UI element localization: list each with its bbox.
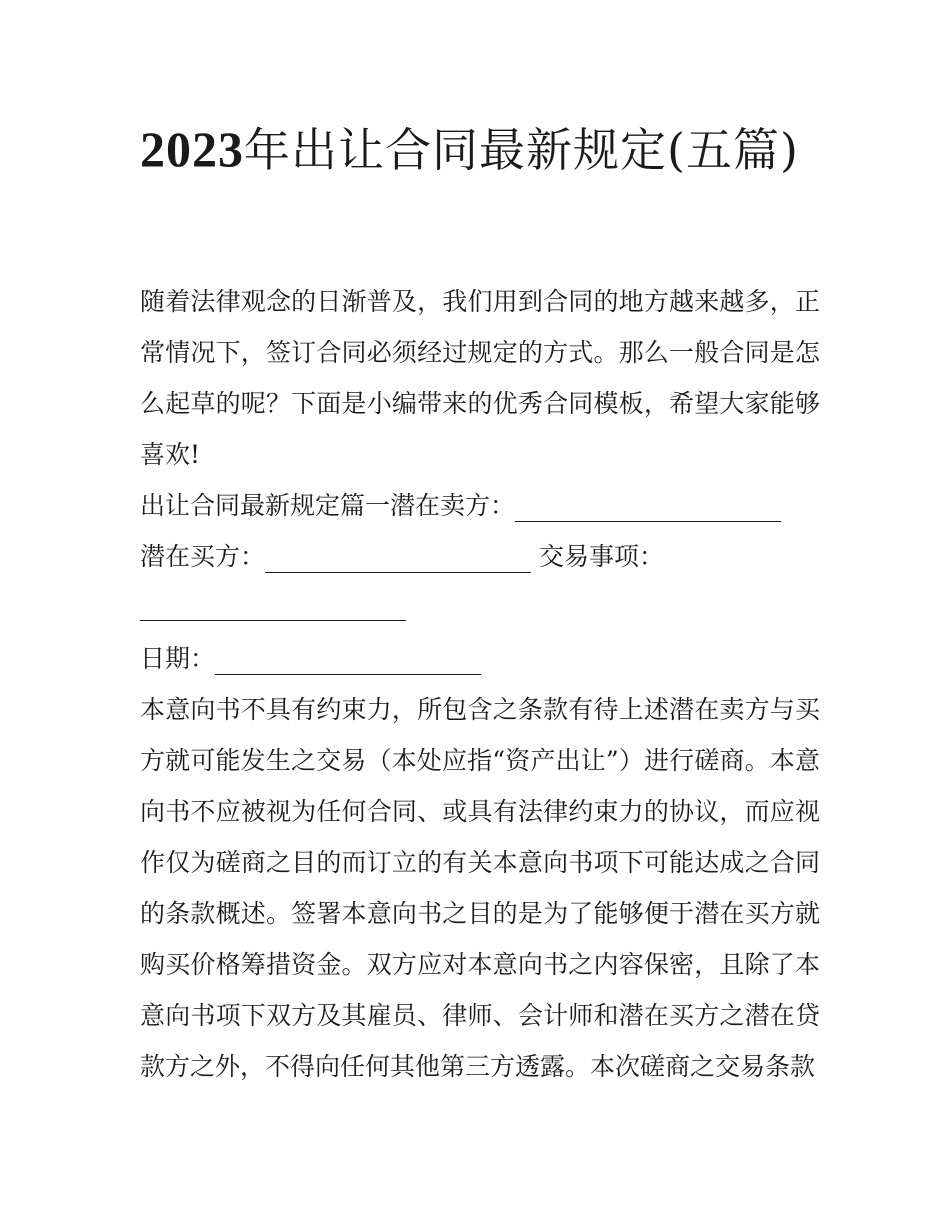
document-title xyxy=(140,112,820,187)
section-heading: 出让合同最新规定篇一 xyxy=(140,491,391,520)
buyer-label: 潜在买方： xyxy=(140,542,266,571)
intro-paragraph: 随着法律观念的日渐普及，我们用到合同的地方越来越多，正常情况下，签订合同必须经过规定的方式。那么一般合同是怎么起草的呢？下面是小编带来的优秀合同模板，希望大家能够喜欢! xyxy=(140,287,820,469)
date-label: 日期： xyxy=(140,644,216,673)
document-body xyxy=(140,276,820,1092)
seller-blank xyxy=(515,491,781,522)
date-blank xyxy=(215,644,481,675)
date-field-line xyxy=(140,633,820,684)
seller-label: 潜在卖方： xyxy=(390,491,516,520)
seller-field-line xyxy=(140,480,820,531)
matter-field-line xyxy=(140,582,820,633)
title-year: 2023 xyxy=(140,121,244,177)
clause-paragraph: 本意向书不具有约束力，所包含之条款有待上述潜在卖方与买方就可能发生之交易（本处应指“资产出让”）进行磋商。本意向书不应被视为任何合同、或具有法律约束力的协议，而应视作仅为磋商之目的而订立的有关本意向书项下可能达成之合同的条款概述。签署本意向书之目的是为了能够便于潜在买方就购买价格筹措资金。双方应对本意向书之内容保密，且除了本意向书项下双方及其雇员、律师、会计师和潜在买方之潜在贷款方之外，不得向任何其他第三方透露。本次磋商之交易条款 xyxy=(140,695,820,1081)
title-text: 年出让合同最新规定(五篇) xyxy=(244,123,799,177)
buyer-field-line xyxy=(140,531,820,582)
buyer-blank xyxy=(265,542,531,573)
matter-blank xyxy=(140,590,406,621)
matter-label: 交易事项： xyxy=(538,542,664,571)
